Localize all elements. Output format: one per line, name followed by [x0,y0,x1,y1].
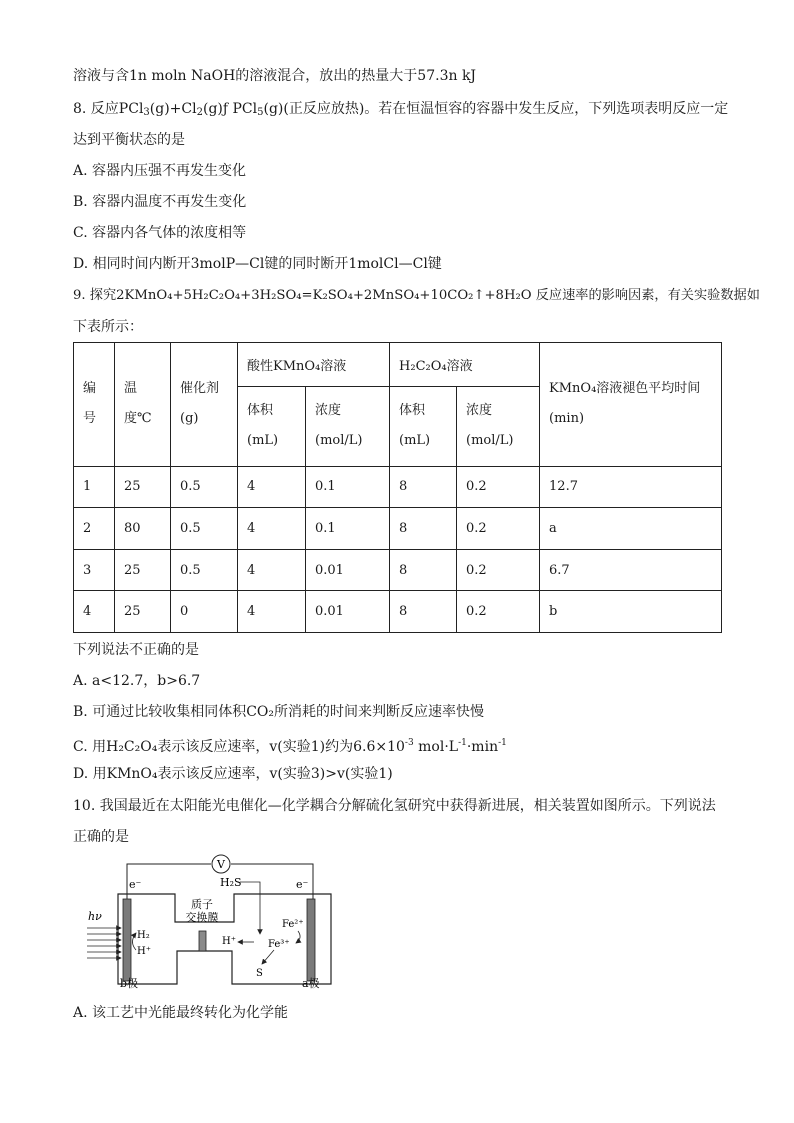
q8-part: 8. 反应PCl [73,101,144,117]
fe3-label: Fe³⁺ [268,939,290,950]
oxidation-arrow [296,931,300,943]
subscript: 2 [196,107,203,118]
table-row: 3 25 0.5 4 0.01 8 0.2 6.7 [74,549,722,591]
sulfur-label: S [256,968,263,979]
h2s-label: H₂S [220,876,242,889]
h2s-arrow [240,882,260,934]
q8-option-d: D. 相同时间内断开3molP—Cl键的同时断开1molCl—Cl键 [73,256,442,272]
header-temperature: 温 度℃ [115,343,171,467]
header-h2c2o4-volume: 体积 (mL) [390,386,457,466]
proton-exchange-membrane [199,931,206,951]
membrane-label: 质子 [191,898,213,911]
question-10-stem-line2: 正确的是 [73,829,129,845]
sulfur-arrow [262,950,274,964]
header-number: 编 号 [74,343,115,467]
header-h2c2o4-concentration: 浓度 (mol/L) [457,386,540,466]
light-rays [87,928,121,958]
fe2-label: Fe²⁺ [282,919,304,930]
reduction-arrow [133,933,137,950]
a-electrode [307,899,315,981]
q9-option-d: D. 用KMnO₄表示该反应速率，v(实验3)>v(实验1) [73,766,393,782]
q8-option-c: C. 容器内各气体的浓度相等 [73,225,247,241]
header-kmno4-volume: 体积 (mL) [238,386,306,466]
b-electrode-label: b极 [120,977,139,990]
q8-part: (g)(正反应放热)。若在恒温恒容的容器中发生反应，下列选项表明反应一定 [263,101,729,117]
header-catalyst: 催化剂 (g) [171,343,238,467]
light-label: hν [88,910,102,923]
electron-label-left: e⁻ [129,878,142,891]
hplus-left-label: H⁺ [137,946,151,957]
table-row: 1 25 0.5 4 0.1 8 0.2 12.7 [74,466,722,508]
text-line-0: 溶液与含1n moln NaOH的溶液混合，放出的热量大于57.3n kJ [73,68,477,84]
h2-label: H₂ [137,930,150,941]
header-kmno4-concentration: 浓度 (mol/L) [306,386,390,466]
header-fade-time: KMnO₄溶液褪色平均时间 (min) [540,343,722,467]
table-row: 2 80 0.5 4 0.1 8 0.2 a [74,508,722,550]
question-10-stem: 10. 我国最近在太阳能光电催化—化学耦合分解硫化氢研究中获得新进展，相关装置如图所示。下列说法 [73,798,716,814]
a-electrode-label: a极 [302,977,320,990]
q8-part: (g)+Cl [149,101,197,117]
q8-part: (g)ƒ PCl [202,101,258,117]
question-8-stem-line2: 达到平衡状态的是 [73,132,185,148]
voltmeter-label: V [217,858,225,871]
question-9-stem-line2: 下表所示： [73,319,143,335]
subscript: 5 [257,107,264,118]
electron-label-right: e⁻ [296,878,309,891]
hplus-right-label: H⁺ [222,936,236,947]
q9-option-b: B. 可通过比较收集相同体积CO₂所消耗的时间来判断反应速率快慢 [73,704,484,720]
table-row: 4 25 0 4 0.01 8 0.2 b [74,591,722,633]
question-8-stem [73,99,728,123]
header-h2c2o4-solution: H₂C₂O₄溶液 [390,343,540,387]
subscript: 3 [143,107,150,118]
q8-option-b: B. 容器内温度不再发生变化 [73,194,247,210]
q9-option-a: A. a<12.7，b>6.7 [73,673,201,689]
question-9-stem: 9. 探究2KMnO₄+5H₂C₂O₄+3H₂SO₄=K₂SO₄+2MnSO₄+10CO₂↑+8H₂O 反应速率的影响因素，有关实验数据如 [73,288,760,303]
header-kmno4-solution: 酸性KMnO₄溶液 [238,343,390,387]
question-9-prompt: 下列说法不正确的是 [73,642,199,658]
q9-option-c: C. 用H₂C₂O₄表示该反应速率，v(实验1)约为$6.6\times 10^{-3}$ $mol\cdot L^{-1}\cdot\min^{-1}$ [73,738,507,755]
electrolysis-apparatus-diagram [84,854,342,992]
q10-option-a: A. 该工艺中光能最终转化为化学能 [73,1005,289,1021]
q8-option-a: A. 容器内压强不再发生变化 [73,163,247,179]
membrane-label: 交换膜 [185,911,219,924]
experiment-table [73,342,722,633]
b-electrode [123,899,131,981]
